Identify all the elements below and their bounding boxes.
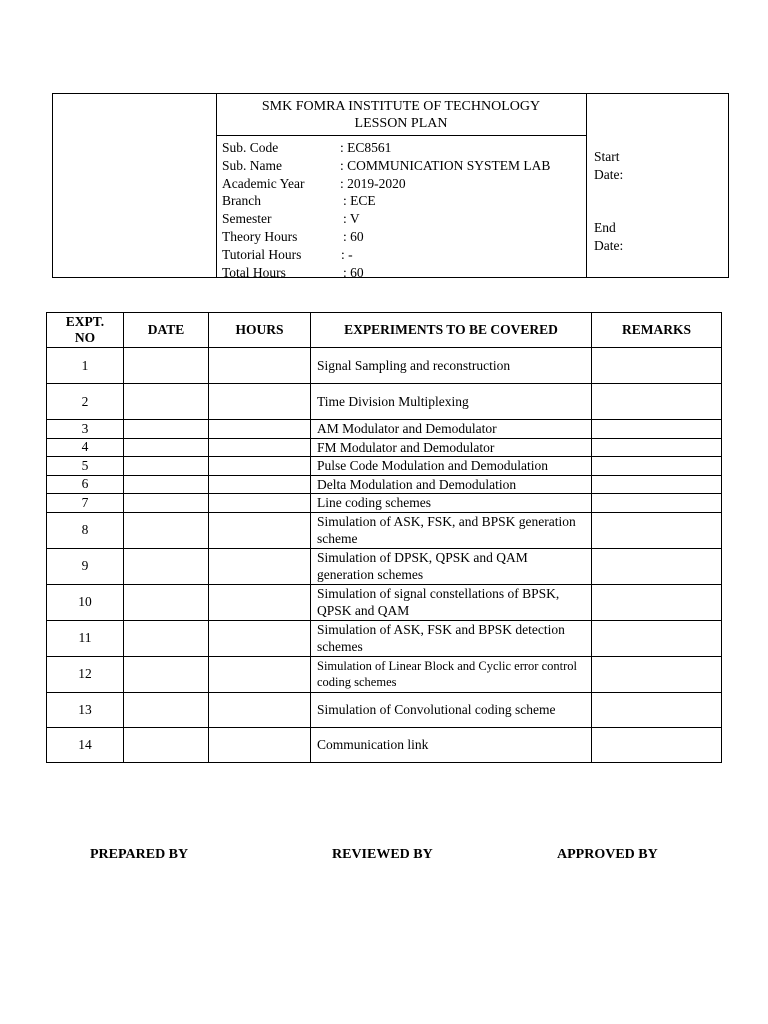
hours-cell — [209, 348, 311, 384]
info-value: : COMMUNICATION SYSTEM LAB — [340, 157, 551, 173]
table-row — [47, 384, 722, 420]
table-row — [47, 457, 722, 476]
experiment-name: Simulation of DPSK, QPSK and QAM generation schemes — [311, 548, 592, 584]
expt-no: 3 — [47, 420, 124, 439]
info-label: Sub. Name — [222, 157, 282, 173]
expt-no: 5 — [47, 457, 124, 476]
experiment-name: Simulation of signal constellations of BPSK, QPSK and QAM — [311, 584, 592, 620]
doc-title: LESSON PLAN — [354, 116, 448, 131]
start-date — [594, 148, 623, 183]
hours-cell — [209, 475, 311, 494]
hours-cell — [209, 584, 311, 620]
reviewed-by-label: REVIEWED BY — [332, 847, 433, 862]
header-info-cell — [216, 94, 586, 280]
experiment-name: Simulation of Linear Block and Cyclic error control coding schemes — [311, 656, 592, 692]
info-label: Semester — [222, 211, 272, 227]
info-value: : EC8561 — [340, 140, 392, 155]
remarks-cell — [592, 512, 722, 548]
remarks-cell — [592, 384, 722, 420]
table-row — [47, 494, 722, 513]
experiment-name: Delta Modulation and Demodulation — [311, 475, 592, 494]
info-label: Branch — [222, 193, 261, 209]
table-row — [47, 548, 722, 584]
hours-cell — [209, 548, 311, 584]
hours-cell — [209, 692, 311, 727]
info-value: : 60 — [343, 228, 364, 244]
table-row — [47, 348, 722, 384]
remarks-cell — [592, 438, 722, 457]
experiment-name: Pulse Code Modulation and Demodulation — [311, 457, 592, 476]
start-date-label: Date: — [594, 166, 624, 182]
remarks-cell — [592, 348, 722, 384]
hours-cell — [209, 438, 311, 457]
date-cell — [124, 384, 209, 420]
approved-by-label: APPROVED BY — [557, 847, 658, 862]
expt-no: 11 — [47, 620, 124, 656]
date-cell — [124, 620, 209, 656]
info-label: Sub. Code — [222, 140, 279, 155]
end-date-label: Date: — [594, 237, 624, 253]
table-row — [47, 584, 722, 620]
table-row — [47, 420, 722, 439]
start-label: Start — [594, 149, 620, 164]
expt-no: 9 — [47, 548, 124, 584]
hours-cell — [209, 620, 311, 656]
remarks-cell — [592, 584, 722, 620]
remarks-cell — [592, 475, 722, 494]
experiment-name: Communication link — [311, 727, 592, 762]
date-cell — [124, 692, 209, 727]
date-cell — [124, 727, 209, 762]
date-cell — [124, 656, 209, 692]
date-cell — [124, 420, 209, 439]
expt-no: 10 — [47, 584, 124, 620]
table-row — [47, 692, 722, 727]
remarks-cell — [592, 727, 722, 762]
header-title — [216, 94, 586, 136]
date-cell — [124, 457, 209, 476]
table-row — [47, 438, 722, 457]
hours-cell — [209, 384, 311, 420]
date-cell — [124, 348, 209, 384]
col-header-experiments: EXPERIMENTS TO BE COVERED — [311, 313, 592, 348]
remarks-cell — [592, 457, 722, 476]
remarks-cell — [592, 548, 722, 584]
logo-cell — [53, 94, 217, 277]
date-cell — [124, 475, 209, 494]
info-value: : ECE — [343, 193, 376, 209]
dates-cell — [586, 94, 729, 277]
experiment-name: Simulation of ASK, FSK and BPSK detection schemes — [311, 620, 592, 656]
hours-cell — [209, 656, 311, 692]
col-header-hours: HOURS — [209, 313, 311, 348]
remarks-cell — [592, 620, 722, 656]
table-row — [47, 656, 722, 692]
institute-name: SMK FOMRA INSTITUTE OF TECHNOLOGY — [261, 99, 541, 114]
col-header-date: DATE — [124, 313, 209, 348]
remarks-cell — [592, 420, 722, 439]
info-label: Tutorial Hours — [222, 246, 302, 262]
experiment-name: Simulation of Convolutional coding scheme — [311, 692, 592, 727]
date-cell — [124, 584, 209, 620]
expt-no: 6 — [47, 475, 124, 494]
info-label: Academic Year — [222, 175, 305, 191]
remarks-cell — [592, 656, 722, 692]
expt-no: 2 — [47, 384, 124, 420]
experiment-name: Line coding schemes — [311, 494, 592, 513]
remarks-cell — [592, 692, 722, 727]
hours-cell — [209, 457, 311, 476]
expt-no: 1 — [47, 348, 124, 384]
hours-cell — [209, 512, 311, 548]
col-header-remarks: REMARKS — [592, 313, 722, 348]
expt-no: 14 — [47, 727, 124, 762]
table-row — [47, 727, 722, 762]
experiment-name: Time Division Multiplexing — [311, 384, 592, 420]
experiment-name: Simulation of ASK, FSK, and BPSK generation scheme — [311, 512, 592, 548]
date-cell — [124, 512, 209, 548]
table-header-row — [47, 313, 722, 348]
table-row — [47, 620, 722, 656]
expt-no: 12 — [47, 656, 124, 692]
hours-cell — [209, 727, 311, 762]
end-date — [594, 219, 623, 254]
date-cell — [124, 494, 209, 513]
info-value: : V — [343, 211, 360, 227]
experiments-table — [46, 312, 722, 763]
header-box — [52, 93, 729, 278]
col-header-expt-no: EXPT. NO — [47, 313, 124, 348]
date-cell — [124, 548, 209, 584]
info-value: : 60 — [343, 264, 364, 280]
table-row — [47, 475, 722, 494]
hours-cell — [209, 494, 311, 513]
info-value: : 2019-2020 — [340, 175, 406, 191]
end-label: End — [594, 220, 616, 235]
info-label: Total Hours — [222, 264, 286, 280]
date-cell — [124, 438, 209, 457]
expt-no: 7 — [47, 494, 124, 513]
info-label: Theory Hours — [222, 228, 298, 244]
experiment-name: Signal Sampling and reconstruction — [311, 348, 592, 384]
remarks-cell — [592, 494, 722, 513]
prepared-by-label: PREPARED BY — [90, 847, 189, 862]
expt-no: 13 — [47, 692, 124, 727]
experiment-name: FM Modulator and Demodulator — [311, 438, 592, 457]
experiment-name: AM Modulator and Demodulator — [311, 420, 592, 439]
table-row — [47, 512, 722, 548]
hours-cell — [209, 420, 311, 439]
info-value: : - — [341, 246, 353, 262]
expt-no: 4 — [47, 438, 124, 457]
expt-no: 8 — [47, 512, 124, 548]
